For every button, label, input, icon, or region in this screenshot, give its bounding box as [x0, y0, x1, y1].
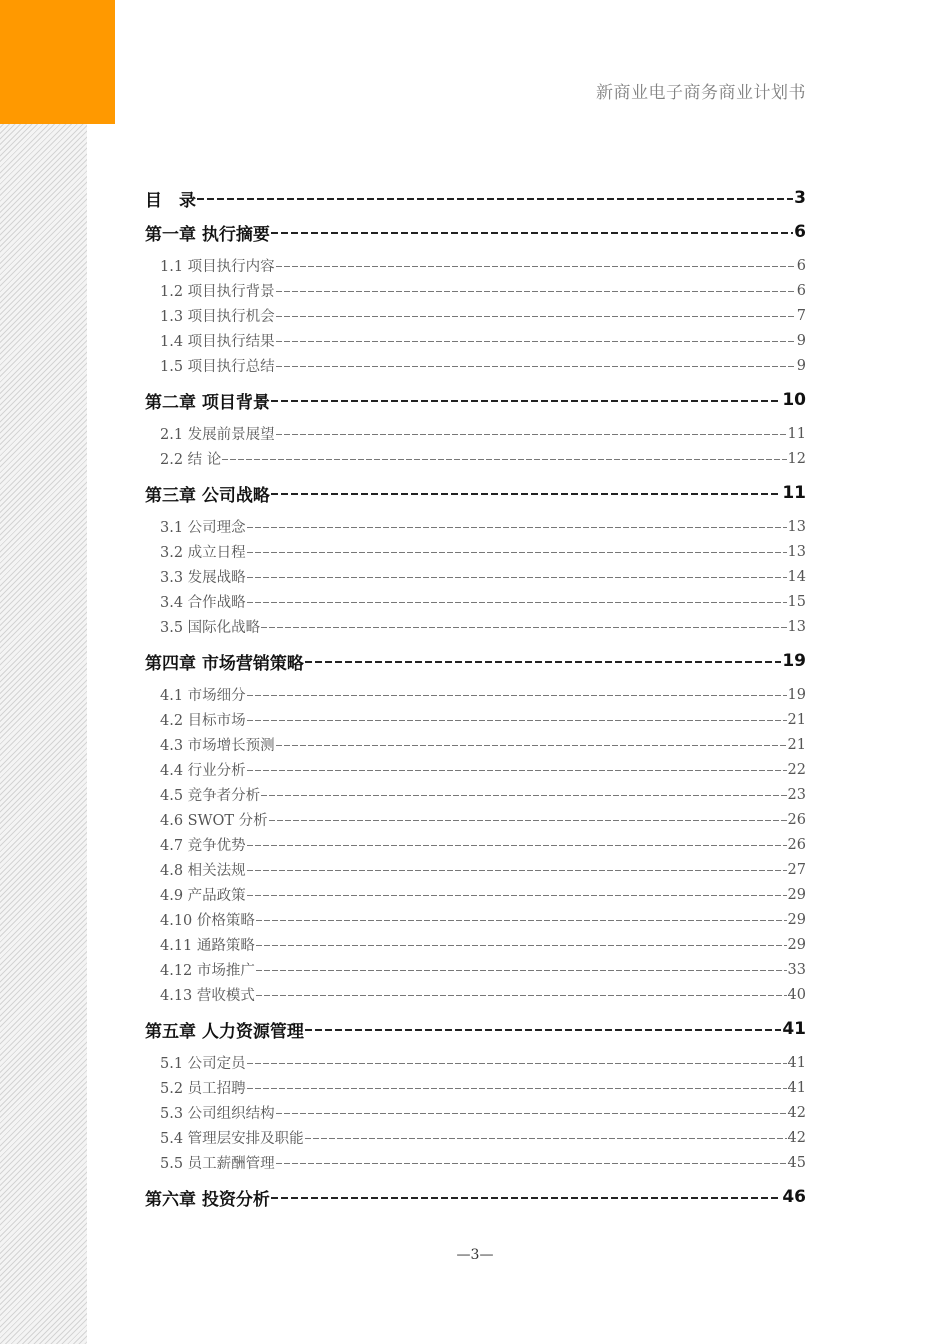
toc-section-group	[145, 253, 806, 378]
orange-corner-block	[0, 0, 115, 124]
toc-section-label: 5.5 员工薪酬管理	[160, 1156, 275, 1172]
toc-section-entry[interactable]	[145, 353, 806, 378]
toc-leader-dots	[247, 527, 787, 528]
toc-page-number: 13	[787, 518, 806, 535]
toc-section-label: 5.2 员工招聘	[160, 1081, 246, 1097]
toc-page-number: 29	[787, 911, 806, 928]
toc-page-number: 9	[796, 357, 806, 374]
toc-leader-dots	[261, 795, 786, 796]
toc-section-entry[interactable]	[145, 857, 806, 882]
toc-chapter-label: 第三章 公司战略	[145, 485, 270, 506]
toc-page-number: 27	[787, 861, 806, 878]
toc-leader-dots	[276, 316, 796, 317]
toc-page-number: 22	[787, 761, 806, 778]
toc-chapter-entry[interactable]	[145, 215, 806, 249]
toc-section-entry[interactable]	[145, 614, 806, 639]
toc-page-number: 42	[787, 1104, 806, 1121]
toc-leader-dots	[256, 920, 787, 921]
toc-page-number: 21	[787, 736, 806, 753]
toc-chapter-entry[interactable]	[145, 1012, 806, 1046]
toc-page-number: 12	[787, 450, 806, 467]
hatched-side-band	[0, 110, 87, 1344]
toc-page-number: 33	[787, 961, 806, 978]
toc-leader-dots	[271, 400, 781, 402]
toc-section-entry[interactable]	[145, 539, 806, 564]
toc-section-label: 1.4 项目执行结果	[160, 334, 275, 350]
toc-page-number: 6	[796, 282, 806, 299]
toc-chapter-label: 第四章 市场营销策略	[145, 653, 304, 674]
toc-section-entry[interactable]	[145, 589, 806, 614]
toc-section-group	[145, 1050, 806, 1175]
toc-page-number: 29	[787, 886, 806, 903]
toc-leader-dots	[276, 291, 796, 292]
toc-section-label: 1.3 项目执行机会	[160, 309, 275, 325]
toc-leader-dots	[305, 1029, 781, 1031]
toc-leader-dots	[261, 627, 786, 628]
table-of-contents	[145, 181, 806, 1214]
toc-chapter-entry[interactable]	[145, 644, 806, 678]
toc-section-entry[interactable]	[145, 1100, 806, 1125]
toc-leader-dots	[197, 198, 793, 200]
toc-chapter-label: 目 录	[145, 190, 196, 211]
toc-leader-dots	[247, 1088, 787, 1089]
toc-section-group	[145, 421, 806, 471]
toc-section-entry[interactable]	[145, 1050, 806, 1075]
toc-leader-dots	[305, 661, 781, 663]
toc-section-label: 3.3 发展战略	[160, 570, 246, 586]
toc-section-entry[interactable]	[145, 732, 806, 757]
toc-section-label: 3.5 国际化战略	[160, 620, 261, 636]
toc-leader-dots	[276, 266, 796, 267]
toc-section-label: 1.1 项目执行内容	[160, 259, 275, 275]
document-header-title: 新商业电子商务商业计划书	[596, 83, 806, 103]
toc-chapter-entry[interactable]	[145, 181, 806, 215]
toc-section-entry[interactable]	[145, 782, 806, 807]
toc-section-group	[145, 514, 806, 639]
toc-section-entry[interactable]	[145, 882, 806, 907]
toc-section-label: 4.4 行业分析	[160, 763, 246, 779]
toc-section-entry[interactable]	[145, 1075, 806, 1100]
toc-section-label: 4.1 市场细分	[160, 688, 246, 704]
toc-section-label: 3.2 成立日程	[160, 545, 246, 561]
toc-section-entry[interactable]	[145, 328, 806, 353]
toc-section-label: 2.1 发展前景展望	[160, 427, 275, 443]
toc-page-number: 26	[787, 811, 806, 828]
toc-leader-dots	[305, 1138, 787, 1139]
toc-page-number: 41	[782, 1019, 806, 1039]
toc-section-entry[interactable]	[145, 278, 806, 303]
toc-section-entry[interactable]	[145, 1125, 806, 1150]
toc-page-number: 42	[787, 1129, 806, 1146]
toc-chapter-entry[interactable]	[145, 476, 806, 510]
toc-section-entry[interactable]	[145, 907, 806, 932]
toc-page-number: 6	[794, 222, 806, 242]
toc-page-number: 26	[787, 836, 806, 853]
toc-section-label: 4.11 通路策略	[160, 938, 255, 954]
toc-page-number: 41	[787, 1079, 806, 1096]
toc-leader-dots	[256, 945, 787, 946]
toc-page-number: 21	[787, 711, 806, 728]
toc-section-label: 3.1 公司理念	[160, 520, 246, 536]
toc-section-entry[interactable]	[145, 253, 806, 278]
toc-leader-dots	[276, 1113, 787, 1114]
toc-leader-dots	[269, 820, 787, 821]
toc-leader-dots	[276, 341, 796, 342]
toc-chapter-entry[interactable]	[145, 383, 806, 417]
toc-section-label: 4.12 市场推广	[160, 963, 255, 979]
toc-chapter-label: 第二章 项目背景	[145, 392, 270, 413]
page-number: —3—	[456, 1247, 494, 1263]
toc-leader-dots	[247, 602, 787, 603]
toc-section-entry[interactable]	[145, 957, 806, 982]
toc-leader-dots	[247, 1063, 787, 1064]
toc-section-label: 3.4 合作战略	[160, 595, 246, 611]
toc-section-entry[interactable]	[145, 1150, 806, 1175]
toc-leader-dots	[247, 770, 787, 771]
toc-section-entry[interactable]	[145, 514, 806, 539]
toc-section-entry[interactable]	[145, 446, 806, 471]
toc-section-label: 4.13 营收模式	[160, 988, 255, 1004]
toc-page-number: 7	[796, 307, 806, 324]
toc-section-entry[interactable]	[145, 757, 806, 782]
toc-section-entry[interactable]	[145, 932, 806, 957]
toc-page-number: 29	[787, 936, 806, 953]
toc-section-label: 5.3 公司组织结构	[160, 1106, 275, 1122]
toc-section-entry[interactable]	[145, 303, 806, 328]
toc-page-number: 10	[782, 390, 806, 410]
toc-page-number: 40	[787, 986, 806, 1003]
toc-page-number: 13	[787, 618, 806, 635]
toc-section-label: 5.4 管理层安排及职能	[160, 1131, 304, 1147]
toc-page-number: 13	[787, 543, 806, 560]
toc-chapter-label: 第六章 投资分析	[145, 1189, 270, 1210]
toc-leader-dots	[247, 720, 787, 721]
toc-section-label: 1.5 项目执行总结	[160, 359, 275, 375]
toc-page-number: 41	[787, 1054, 806, 1071]
toc-section-entry[interactable]	[145, 807, 806, 832]
toc-leader-dots	[276, 366, 796, 367]
toc-section-entry[interactable]	[145, 564, 806, 589]
toc-leader-dots	[222, 459, 786, 460]
toc-section-label: 2.2 结 论	[160, 452, 222, 468]
toc-section-label: 4.5 竞争者分析	[160, 788, 261, 804]
toc-section-label: 4.6 SWOT 分析	[160, 813, 268, 829]
toc-page-number: 9	[796, 332, 806, 349]
toc-section-label: 4.8 相关法规	[160, 863, 246, 879]
toc-page-number: 23	[787, 786, 806, 803]
toc-leader-dots	[276, 1163, 787, 1164]
toc-chapter-label: 第五章 人力资源管理	[145, 1021, 304, 1042]
toc-page-number: 19	[782, 651, 806, 671]
toc-section-label: 4.2 目标市场	[160, 713, 246, 729]
toc-page-number: 14	[787, 568, 806, 585]
toc-section-entry[interactable]	[145, 832, 806, 857]
toc-page-number: 45	[787, 1154, 806, 1171]
toc-leader-dots	[276, 434, 787, 435]
toc-chapter-label: 第一章 执行摘要	[145, 224, 270, 245]
toc-page-number: 6	[796, 257, 806, 274]
toc-leader-dots	[276, 745, 787, 746]
toc-page-number: 46	[782, 1187, 806, 1207]
toc-leader-dots	[256, 995, 787, 996]
toc-section-label: 4.3 市场增长预测	[160, 738, 275, 754]
toc-section-label: 5.1 公司定员	[160, 1056, 246, 1072]
toc-page-number: 3	[794, 188, 806, 208]
toc-leader-dots	[247, 577, 787, 578]
toc-leader-dots	[247, 845, 787, 846]
toc-leader-dots	[247, 552, 787, 553]
toc-section-group	[145, 682, 806, 1007]
toc-leader-dots	[271, 232, 793, 234]
toc-leader-dots	[247, 870, 787, 871]
toc-leader-dots	[271, 493, 781, 495]
toc-section-label: 4.10 价格策略	[160, 913, 255, 929]
toc-leader-dots	[256, 970, 787, 971]
toc-section-label: 1.2 项目执行背景	[160, 284, 275, 300]
toc-section-label: 4.7 竞争优势	[160, 838, 246, 854]
toc-page-number: 11	[782, 483, 806, 503]
toc-section-entry[interactable]	[145, 982, 806, 1007]
toc-page-number: 15	[787, 593, 806, 610]
toc-page-number: 11	[787, 425, 806, 442]
toc-section-entry[interactable]	[145, 421, 806, 446]
toc-leader-dots	[247, 895, 787, 896]
toc-page-number: 19	[787, 686, 806, 703]
toc-leader-dots	[271, 1197, 781, 1199]
toc-section-entry[interactable]	[145, 707, 806, 732]
toc-chapter-entry[interactable]	[145, 1180, 806, 1214]
toc-section-label: 4.9 产品政策	[160, 888, 246, 904]
toc-leader-dots	[247, 695, 787, 696]
toc-section-entry[interactable]	[145, 682, 806, 707]
